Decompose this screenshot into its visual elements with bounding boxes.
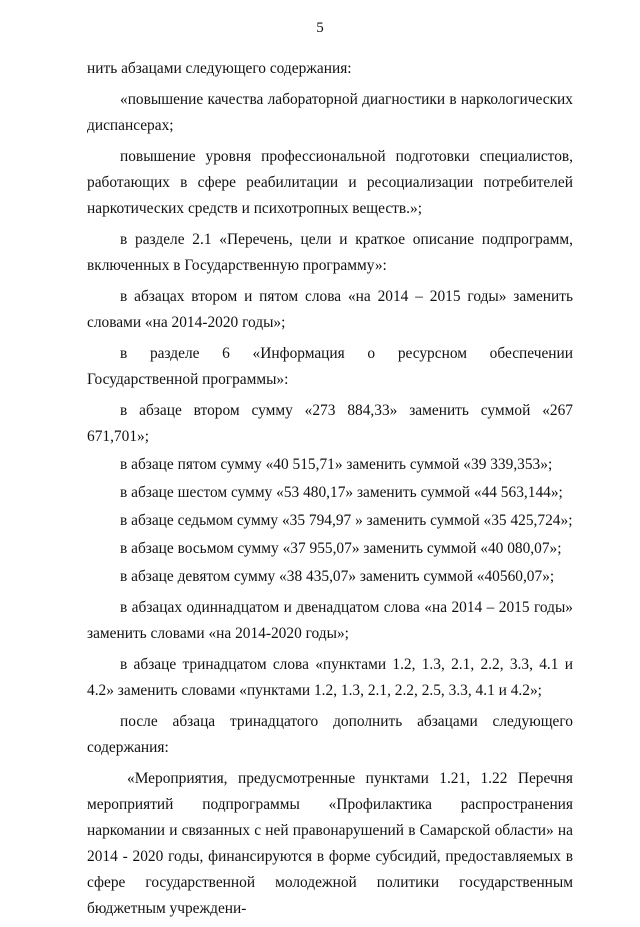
paragraph-14: в абзаце тринадцатом слова «пунктами 1.2, 1.3, 2.1, 2.2, 3.3, 4.1 и 4.2» заменить словами «пунктами 1.2, 1.3, 2.1, 2.2, 2.5, 3.3, 4.1 и 4.2»; <box>87 656 573 699</box>
paragraph-11: в абзаце восьмом сумму «37 955,07» заменить суммой «40 080,07»; <box>120 540 562 557</box>
paragraph-3: повышение уровня профессиональной подготовки специалистов, работающих в сфере реабилитации и ресоциализации потребителей наркотических средств и психотропных веществ.»; <box>87 148 573 217</box>
paragraph-5: в абзацах втором и пятом слова «на 2014 – 2015 годы» заменить словами «на 2014-2020 годы»; <box>87 288 573 331</box>
paragraph-7: в абзаце втором сумму «273 884,33» заменить суммой «267 671,701»; <box>87 402 573 445</box>
document-body <box>87 56 573 927</box>
paragraph-9: в абзаце шестом сумму «53 480,17» заменить суммой «44 563,144»; <box>120 484 563 501</box>
paragraph-16: «Мероприятия, предусмотренные пунктами 1.21, 1.22 Перечня мероприятий подпрограммы «Профилактика распространения наркомании и связанных с ней правонарушений в Самарской области» на 2014 - 2020 годы, финансируются в форме субсидий, предоставляемых в сфере государственной молодежной политики государственным бюджетным учреждени- <box>87 770 573 917</box>
paragraph-1: нить абзацами следующего содержания: <box>87 60 352 77</box>
paragraph-13: в абзацах одиннадцатом и двенадцатом слова «на 2014 – 2015 годы» заменить словами «на 2014-2020 годы»; <box>87 599 573 642</box>
paragraph-15: после абзаца тринадцатого дополнить абзацами следующего содержания: <box>87 713 573 756</box>
paragraph-10: в абзаце седьмом сумму «35 794,97 » заменить суммой «35 425,724»; <box>120 512 573 529</box>
page-number: 5 <box>316 20 324 36</box>
paragraph-8: в абзаце пятом сумму «40 515,71» заменить суммой «39 339,353»; <box>120 456 553 473</box>
paragraph-12: в абзаце девятом сумму «38 435,07» заменить суммой «40560,07»; <box>120 568 555 585</box>
paragraph-4: в разделе 2.1 «Перечень, цели и краткое описание подпрограмм, включенных в Государственную программу»: <box>87 231 573 274</box>
paragraph-6: в разделе 6 «Информация о ресурсном обеспечении Государственной программы»: <box>87 345 573 388</box>
paragraph-2: «повышение качества лабораторной диагностики в наркологических диспансерах; <box>87 91 573 134</box>
